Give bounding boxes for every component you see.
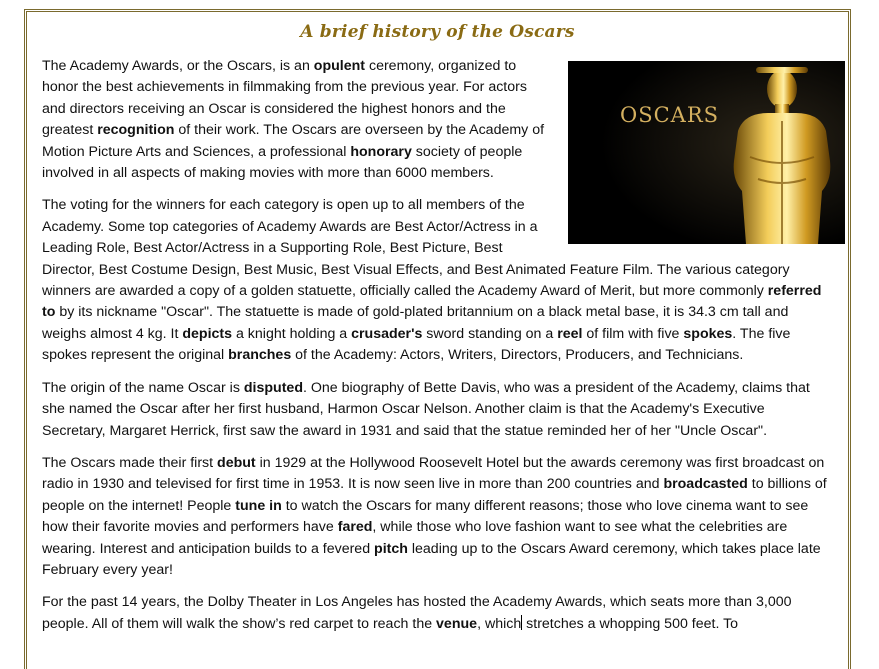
text-run: of film with five bbox=[582, 325, 684, 342]
oscar-statuette-icon bbox=[568, 61, 845, 244]
text-run: The origin of the name Oscar is bbox=[42, 379, 244, 396]
text-run: stretches a whopping 500 feet. To bbox=[522, 615, 739, 632]
text-run: a knight holding a bbox=[232, 325, 352, 342]
bold-term: tune in bbox=[235, 497, 282, 514]
bold-term: depicts bbox=[182, 325, 233, 342]
bold-term: crusader's bbox=[351, 325, 423, 342]
paragraph-5 bbox=[42, 592, 832, 635]
text-run: , while those who love fashion want to see what the celebrities are wearing. Interest and anticipation builds to a fevered bbox=[42, 519, 788, 557]
paragraph-4 bbox=[42, 453, 832, 581]
bold-term: recognition bbox=[97, 122, 175, 139]
text-run: society of people involved in all aspects of making movies with more than 6000 members. bbox=[42, 143, 523, 182]
text-run: by its nickname "Oscar". The statuette is made of gold-plated britannium on a black metal base, it is 34.3 cm tall and weighs almost 4 kg. It bbox=[42, 304, 789, 342]
text-run: leading up to the Oscars Award ceremony, which takes place late February every year! bbox=[42, 540, 821, 578]
bold-term: spokes bbox=[683, 325, 733, 342]
document-title: A brief history of the Oscars bbox=[300, 22, 575, 42]
text-run: to watch the Oscars for many different reasons; those who love cinema want to see how their favorite movies and performers have bbox=[42, 497, 809, 536]
bold-term: disputed bbox=[243, 379, 303, 396]
bold-term: branches bbox=[228, 347, 292, 364]
oscar-statuette-image bbox=[568, 61, 845, 244]
text-run: to billions of people on the internet! People bbox=[42, 476, 827, 514]
text-run: . One biography of Bette Davis, who was a president of the Academy, claims that she named the Oscar after her first husband, Harmon Oscar Nelson. Another claim is that the Academy's Executive Secretary, Margaret Herrick, first saw the award in 1931 and said that the statue reminded her of her "Uncle Oscar". bbox=[42, 379, 810, 439]
text-run: sword standing on a bbox=[422, 325, 558, 342]
oscars-logo-text: OSCARS bbox=[620, 103, 720, 127]
bold-term: fared bbox=[337, 519, 373, 536]
text-run: The Academy Awards, or the Oscars, is an bbox=[42, 58, 314, 74]
bold-term: honorary bbox=[350, 143, 412, 160]
bold-term: referred to bbox=[42, 283, 822, 321]
bold-term: broadcasted bbox=[663, 476, 748, 493]
text-run: in 1929 at the Hollywood Roosevelt Hotel but the awards ceremony was first broadcast on radio in 1930 and televised for first time in 1953. It is now seen live in more than 200 countries and bbox=[42, 454, 825, 493]
text-run: ceremony, organized to honor the best achievements in filmmaking from the previous year. For actors and directors receiving an Oscar is considered the highest honors and the greatest bbox=[42, 58, 527, 139]
text-run: For the past 14 years, the Dolby Theater in Los Angeles has hosted the Academy Awards, which seats more than 3,000 people. All of them will walk the show’s red carpet to reach the bbox=[42, 594, 792, 632]
bold-term: venue bbox=[436, 615, 478, 632]
text-run: The voting for the winners for each category is open up to all members of the Academy. Some top categories of Academy Awards are Best Actor/Actress in a Leading Role, Best Actor/Actress in a Supporting Role, Best Picture, Best Director, Best Costume Design, Best Music, Best Visual Effects, and Best Animated Feature Film. The various category winners are awarded a copy of a golden statuette, officially called the Academy Award of Merit, but more commonly bbox=[42, 197, 790, 300]
bold-term: debut bbox=[217, 454, 256, 471]
document-page bbox=[24, 9, 851, 669]
text-run: , which bbox=[477, 615, 522, 632]
text-run: . The five spokes represent the original bbox=[42, 325, 791, 364]
document-body[interactable] bbox=[42, 56, 832, 646]
paragraph-3 bbox=[42, 378, 832, 442]
text-run: of their work. The Oscars are overseen by the Academy of Motion Picture Arts and Sciences, a professional bbox=[42, 122, 545, 160]
bold-term: reel bbox=[557, 325, 583, 342]
bold-term: pitch bbox=[374, 540, 408, 557]
bold-term: opulent bbox=[313, 58, 366, 74]
text-run: The Oscars made their first bbox=[42, 454, 218, 471]
text-run: of the Academy: Actors, Writers, Directors, Producers, and Technicians. bbox=[291, 347, 744, 364]
